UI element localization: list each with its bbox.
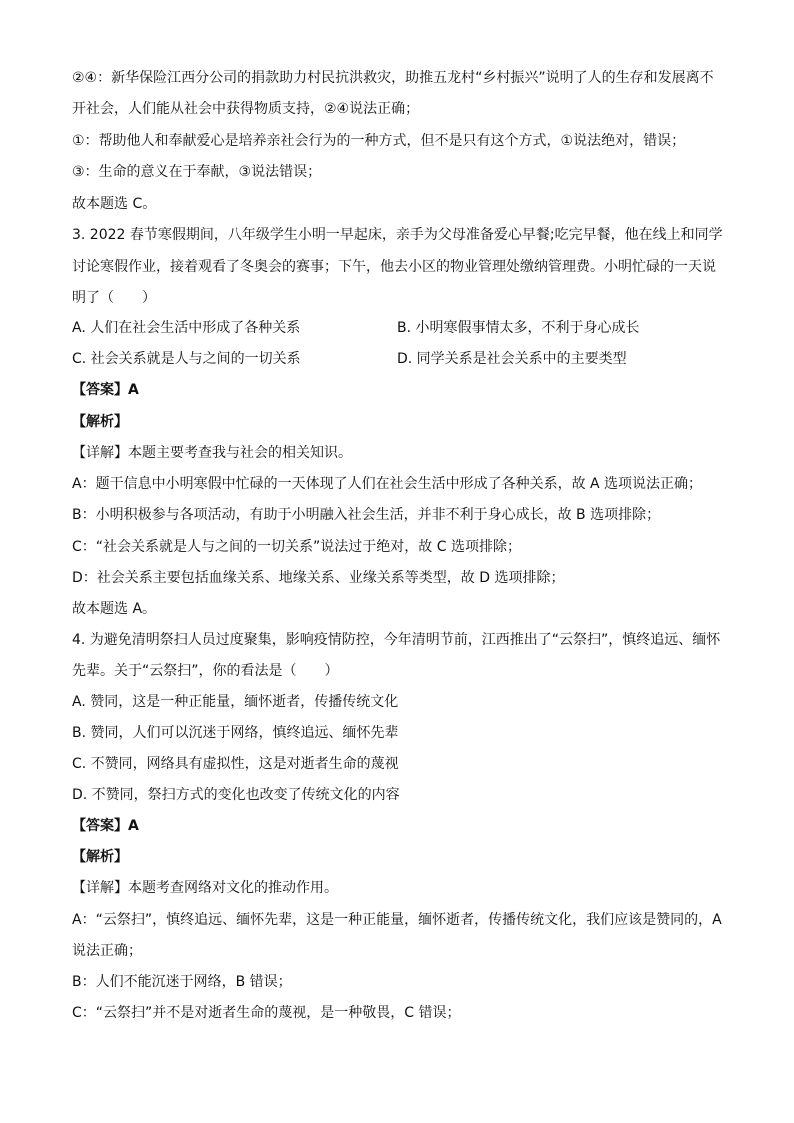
answer-label: 【答案】A	[72, 382, 139, 398]
paragraph-line: 开社会，人们能从社会中获得物质支持，②④说法正确；	[72, 101, 420, 117]
question-3-stem: 3. 2022 春节寒假期间，八年级学生小明一早起床，亲手为父母准备爱心早餐;吃完早餐，他在线上和同学	[72, 227, 723, 243]
paragraph-line: ②④：新华保险江西分公司的捐款助力村民抗洪救灾，助推五龙村“乡村振兴”说明了人的生存和发展离不	[72, 70, 714, 86]
question-4-option-c: C. 不赞同，网络具有虚拟性，这是对逝者生命的蔑视	[72, 756, 399, 772]
explanation-line: B：小明积极参与各项活动，有助于小明融入社会生活，并非不利于身心成长，故 B 选项排除；	[72, 507, 661, 523]
explanation-line: 【详解】本题考查网络对文化的推动作用。	[72, 880, 338, 896]
question-3-option-b: B. 小明寒假事情太多，不利于身心成长	[397, 320, 640, 336]
explanation-line: C：“云祭扫”并不是对逝者生命的蔑视，是一种敬畏，C 错误；	[72, 1005, 461, 1021]
explanation-line: A：题干信息中小明寒假中忙碌的一天体现了人们在社会生活中形成了各种关系，故 A 选项说法正确；	[72, 476, 703, 492]
explanation-line: A：“云祭扫”，慎终追远、缅怀先辈，这是一种正能量，缅怀逝者，传播传统文化，我们应该是赞同的，A	[72, 912, 722, 928]
question-4-stem: 先辈。关于“云祭扫”，你的看法是（ ）	[72, 663, 339, 679]
question-3-option-a: A. 人们在社会生活中形成了各种关系	[72, 320, 301, 336]
answer-label: 【答案】A	[72, 818, 139, 834]
explanation-line: 说法正确；	[72, 943, 142, 959]
question-4-option-a: A. 赞同，这是一种正能量，缅怀逝者，传播传统文化	[72, 694, 399, 710]
analysis-label: 【解析】	[72, 414, 128, 430]
question-3-stem: 明了（ ）	[72, 290, 156, 306]
explanation-line: D：社会关系主要包括血缘关系、地缘关系、业缘关系等类型，故 D 选项排除；	[72, 570, 565, 586]
explanation-line: C：“社会关系就是人与之间的一切关系”说法过于绝对，故 C 选项排除；	[72, 539, 521, 555]
question-4-option-b: B. 赞同，人们可以沉迷于网络，慎终追远、缅怀先辈	[72, 725, 399, 741]
question-3-stem: 讨论寒假作业，接着观看了冬奥会的赛事；下午，他去小区的物业管理处缴纳管理费。小明忙碌的一天说	[72, 259, 716, 275]
question-4-stem: 4. 为避免清明祭扫人员过度聚集，影响疫情防控，今年清明节前，江西推出了“云祭扫”，慎终追远、缅怀	[72, 632, 721, 648]
analysis-label: 【解析】	[72, 849, 128, 865]
explanation-line: 【详解】本题主要考查我与社会的相关知识。	[72, 445, 352, 461]
question-3-option-c: C. 社会关系就是人与之间的一切关系	[72, 351, 301, 367]
paragraph-line: ③：生命的意义在于奉献，③说法错误；	[72, 164, 322, 180]
question-3-option-d: D. 同学关系是社会关系中的主要类型	[397, 351, 627, 367]
paragraph-line: 故本题选 C。	[72, 196, 157, 212]
question-4-option-d: D. 不赞同，祭扫方式的变化也改变了传统文化的内容	[72, 787, 400, 803]
paragraph-line: ①：帮助他人和奉献爱心是培养亲社会行为的一种方式，但不是只有这个方式，①说法绝对，错误；	[72, 133, 686, 149]
explanation-line: 故本题选 A。	[72, 601, 157, 617]
explanation-line: B：人们不能沉迷于网络，B 错误；	[72, 974, 292, 990]
